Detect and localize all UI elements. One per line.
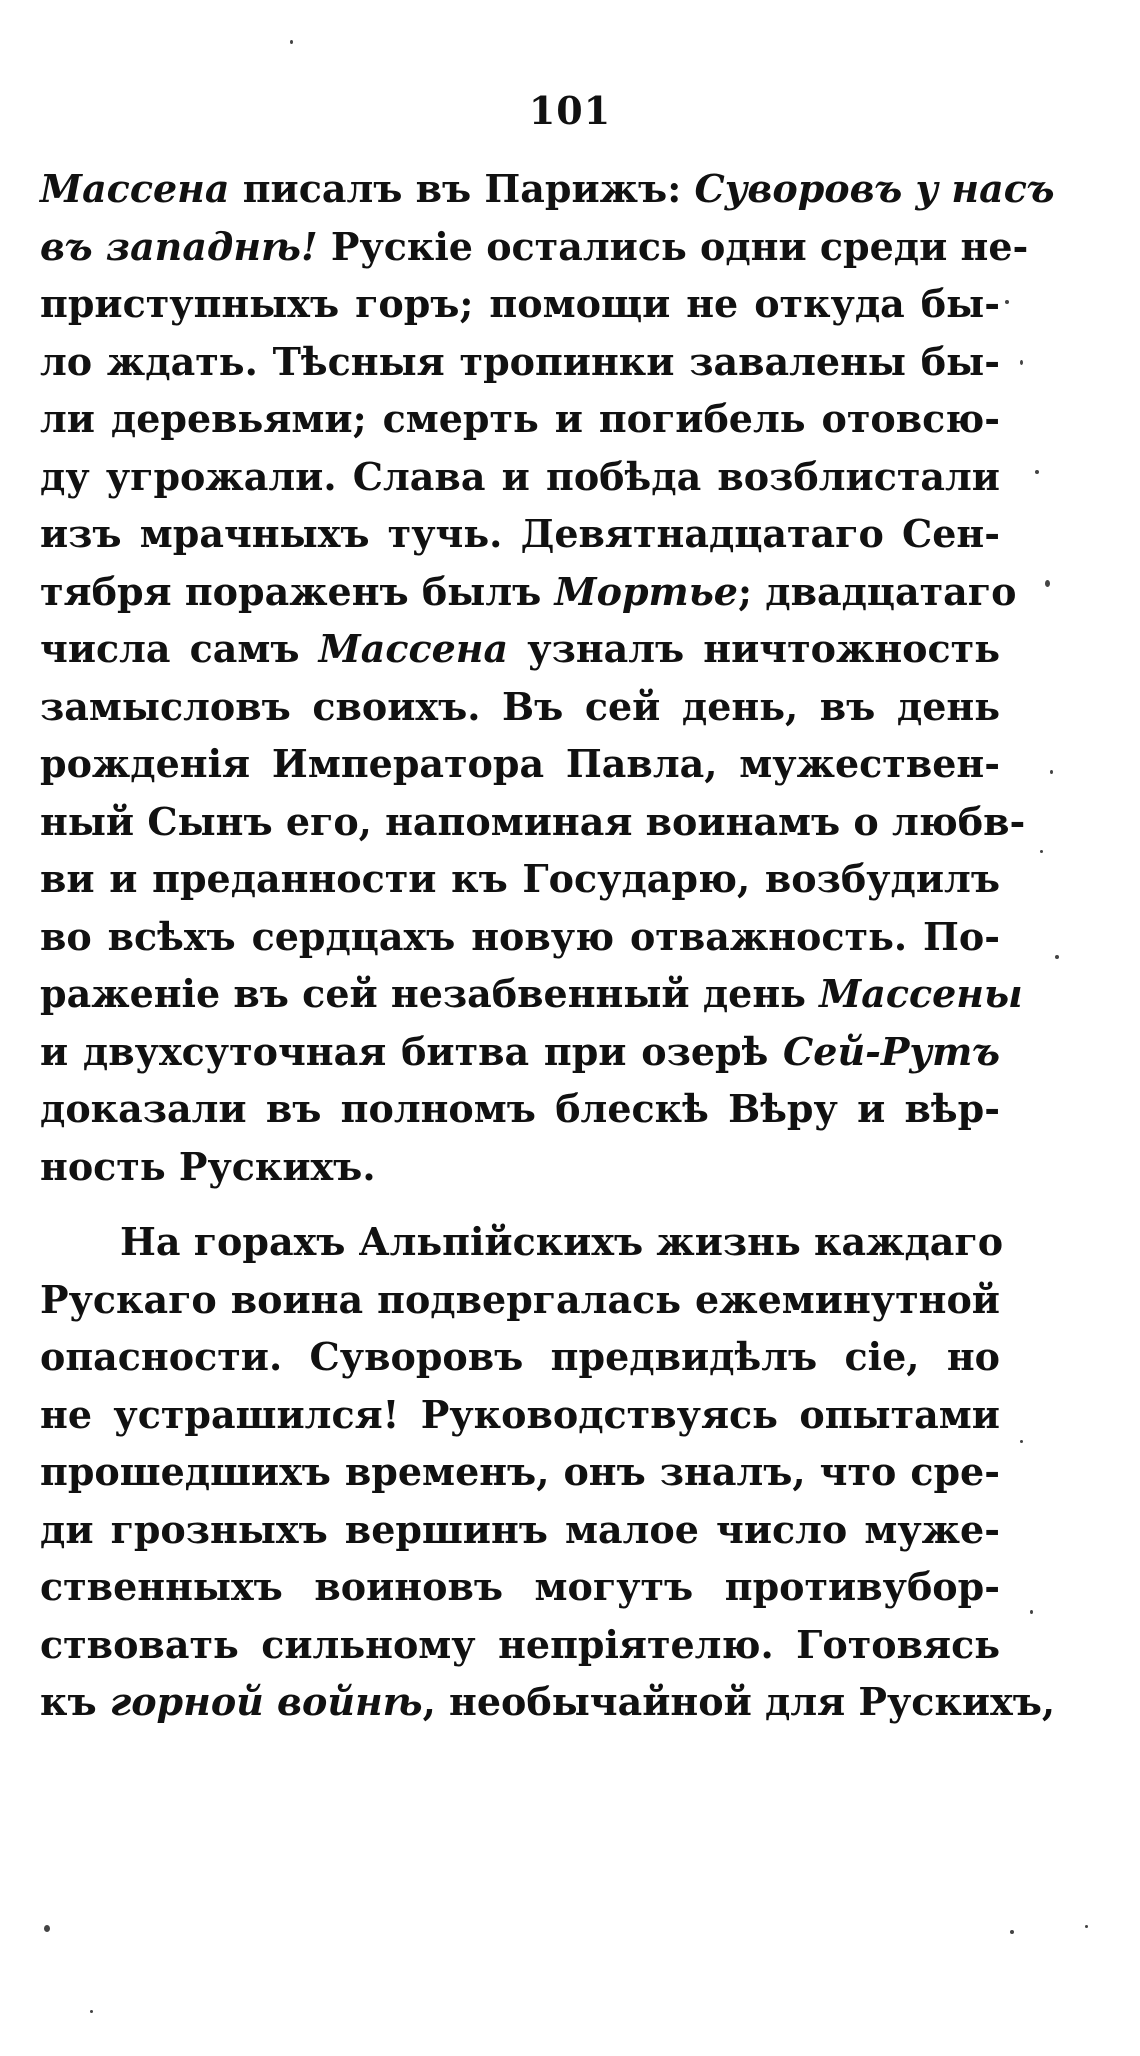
text-segment: ность Рускихъ. xyxy=(40,1143,376,1189)
text-line xyxy=(40,160,1055,218)
scan-speck xyxy=(1085,1925,1088,1928)
text-segment: замысловъ своихъ. Въ сей день, въ день xyxy=(40,683,1000,729)
text-line xyxy=(40,563,1017,621)
text-line xyxy=(40,908,1000,966)
text-segment: доказали въ полномъ блескѣ Вѣру и вѣр- xyxy=(40,1086,1000,1131)
text-segment: изъ мрачныхъ тучь. Девятнадцатаго Сен- xyxy=(40,511,1000,556)
italic-text-segment: въ западнѣ! xyxy=(40,223,318,269)
text-segment: ло ждать. Тѣсныя тропинки завалены бы- xyxy=(40,338,1000,384)
text-segment: во всѣхъ сердцахъ новую отважность. По- xyxy=(40,913,1000,959)
text-line xyxy=(40,1138,1000,1196)
page-number: 101 xyxy=(528,88,612,133)
text-segment: ви и преданности къ Государю, возбудилъ xyxy=(40,856,1000,901)
italic-text-segment: Массены xyxy=(819,971,1023,1016)
italic-text-segment: Массена xyxy=(318,626,509,671)
text-segment: Рускаго воина подвергалась ежеминутной xyxy=(40,1276,1000,1322)
text-segment: рожденія Императора Павла, мужествен- xyxy=(40,741,1000,786)
text-line xyxy=(40,1501,1000,1559)
text-segment: раженіе въ сей незабвенный день xyxy=(40,971,820,1016)
scan-speck xyxy=(1055,955,1059,959)
text-segment: , необычайной для Рускихъ, xyxy=(422,1679,1056,1724)
text-segment: приступныхъ горъ; помощи не откуда бы- xyxy=(40,281,1000,326)
text-line xyxy=(40,505,1000,563)
text-line xyxy=(40,1386,1000,1444)
text-line xyxy=(40,1616,1000,1674)
text-line xyxy=(40,1673,1056,1731)
text-segment: числа самъ xyxy=(40,626,319,671)
text-segment: ный Сынъ его, напоминая воинамъ о любв- xyxy=(40,798,1026,844)
text-segment: ствовать сильному непріятелю. Готовясь xyxy=(40,1621,1000,1667)
scan-speck xyxy=(1040,850,1043,853)
text-line xyxy=(40,678,1000,736)
text-line xyxy=(40,1271,1000,1329)
text-segment: ли деревьями; смерть и погибель отовсю- xyxy=(40,396,1000,441)
text-line xyxy=(40,1558,1000,1616)
scan-speck xyxy=(90,2010,93,2013)
text-line xyxy=(40,218,1029,276)
text-segment: Рускіе остались одни среди не- xyxy=(317,223,1029,269)
scan-speck xyxy=(1020,1440,1023,1443)
text-line xyxy=(40,448,1000,506)
body-text xyxy=(40,160,1056,1731)
text-line xyxy=(40,275,1000,333)
text-line xyxy=(40,333,1000,391)
italic-text-segment: Сей-Рутъ xyxy=(783,1028,1000,1074)
text-segment: ственныхъ воиновъ могутъ противубор- xyxy=(40,1564,1000,1609)
text-line xyxy=(40,390,1000,448)
text-segment: къ xyxy=(40,1679,110,1724)
text-line xyxy=(40,1443,1000,1501)
text-segment: прошедшихъ временъ, онъ зналъ, что сре- xyxy=(40,1449,1000,1494)
text-line xyxy=(40,850,1000,908)
scan-speck xyxy=(1010,1930,1014,1934)
italic-text-segment: горной войнѣ xyxy=(109,1679,423,1724)
scan-speck xyxy=(1005,300,1009,304)
text-line xyxy=(40,735,1000,793)
italic-text-segment: Массена xyxy=(40,166,230,211)
text-segment: тября пораженъ былъ xyxy=(40,568,555,614)
text-line xyxy=(40,965,1023,1023)
text-segment: узналъ ничтожность xyxy=(508,626,1000,671)
scan-speck xyxy=(1045,580,1050,587)
text-line xyxy=(40,1080,1000,1138)
text-line xyxy=(40,1023,1000,1081)
text-segment: ; двадцатаго xyxy=(737,568,1017,614)
italic-text-segment: Мортье xyxy=(554,568,738,614)
text-line xyxy=(40,793,1026,851)
text-line xyxy=(40,1213,1004,1271)
text-line xyxy=(40,1328,1000,1386)
scan-speck xyxy=(290,40,293,44)
text-segment: не устрашился! Руководствуясь опытами xyxy=(40,1391,1000,1437)
text-segment: ду угрожали. Слава и побѣда возблистали xyxy=(40,453,1000,499)
text-segment: опасности. Суворовъ предвидѣлъ сіе, но xyxy=(40,1334,1000,1379)
scan-speck xyxy=(1020,360,1023,365)
text-segment: ди грозныхъ вершинъ малое число муже- xyxy=(40,1506,1000,1552)
scan-speck xyxy=(1030,1610,1033,1614)
italic-text-segment: Суворовъ у насъ xyxy=(694,166,1055,211)
scan-speck xyxy=(1035,470,1039,474)
text-line xyxy=(40,620,1000,678)
text-segment: На горахъ Альпійскихъ жизнь каждаго xyxy=(120,1219,1004,1264)
scan-speck xyxy=(44,1925,50,1932)
text-segment: и двухсуточная битва при озерѣ xyxy=(40,1028,784,1074)
text-segment: писалъ въ Парижъ: xyxy=(229,166,695,211)
scan-speck xyxy=(1050,770,1053,774)
